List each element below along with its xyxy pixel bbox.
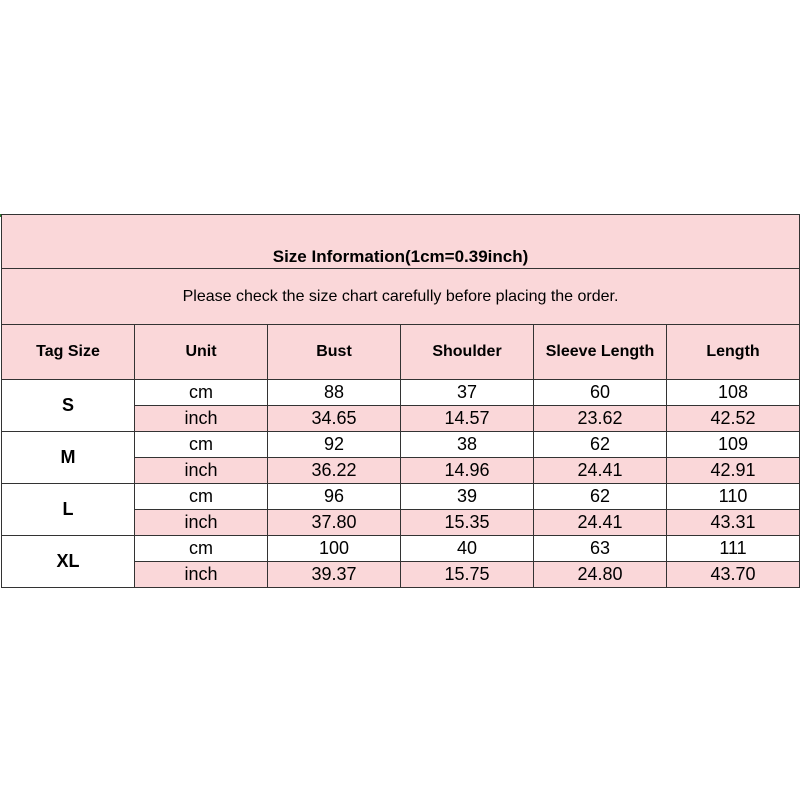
unit-cell: cm [135, 484, 268, 510]
shoulder-cell: 38 [401, 432, 534, 458]
sleeve-length-cell: 24.41 [534, 510, 667, 536]
length-cell: 108 [667, 380, 800, 406]
size-chart-table [1, 214, 800, 588]
column-header-unit: Unit [135, 325, 268, 380]
column-header-sleeve-length: Sleeve Length [534, 325, 667, 380]
shoulder-cell: 15.35 [401, 510, 534, 536]
shoulder-cell: 14.57 [401, 406, 534, 432]
tag-size-cell: L [2, 484, 135, 536]
unit-cell: cm [135, 380, 268, 406]
table-title-cell [2, 215, 800, 269]
shoulder-cell: 15.75 [401, 562, 534, 588]
bust-cell: 92 [268, 432, 401, 458]
unit-cell: cm [135, 432, 268, 458]
length-cell: 42.91 [667, 458, 800, 484]
length-cell: 109 [667, 432, 800, 458]
length-cell: 110 [667, 484, 800, 510]
sleeve-length-cell: 62 [534, 484, 667, 510]
length-cell: 43.31 [667, 510, 800, 536]
tag-size-cell: M [2, 432, 135, 484]
tag-size-cell: S [2, 380, 135, 432]
length-cell: 43.70 [667, 562, 800, 588]
bust-cell: 36.22 [268, 458, 401, 484]
shoulder-cell: 37 [401, 380, 534, 406]
bust-cell: 100 [268, 536, 401, 562]
shoulder-cell: 14.96 [401, 458, 534, 484]
sleeve-length-cell: 24.41 [534, 458, 667, 484]
table-row [2, 432, 800, 458]
bust-cell: 37.80 [268, 510, 401, 536]
table-row [2, 536, 800, 562]
unit-cell: inch [135, 510, 268, 536]
table-title: Size Information(1cm=0.39inch) [272, 247, 529, 266]
column-header-bust: Bust [268, 325, 401, 380]
bust-cell: 96 [268, 484, 401, 510]
length-cell: 111 [667, 536, 800, 562]
sleeve-length-cell: 24.80 [534, 562, 667, 588]
sleeve-length-cell: 62 [534, 432, 667, 458]
bust-cell: 34.65 [268, 406, 401, 432]
length-cell: 42.52 [667, 406, 800, 432]
column-header-length: Length [667, 325, 800, 380]
bust-cell: 88 [268, 380, 401, 406]
unit-cell: inch [135, 406, 268, 432]
table-row [2, 484, 800, 510]
bust-cell: 39.37 [268, 562, 401, 588]
column-header-tag-size: Tag Size [2, 325, 135, 380]
unit-cell: cm [135, 536, 268, 562]
shoulder-cell: 40 [401, 536, 534, 562]
sleeve-length-cell: 63 [534, 536, 667, 562]
shoulder-cell: 39 [401, 484, 534, 510]
sleeve-length-cell: 60 [534, 380, 667, 406]
table-row [2, 380, 800, 406]
column-header-row [2, 325, 800, 380]
unit-cell: inch [135, 562, 268, 588]
tag-size-cell: XL [2, 536, 135, 588]
column-header-shoulder: Shoulder [401, 325, 534, 380]
table-note: Please check the size chart carefully before placing the order. [2, 269, 800, 325]
unit-cell: inch [135, 458, 268, 484]
sleeve-length-cell: 23.62 [534, 406, 667, 432]
